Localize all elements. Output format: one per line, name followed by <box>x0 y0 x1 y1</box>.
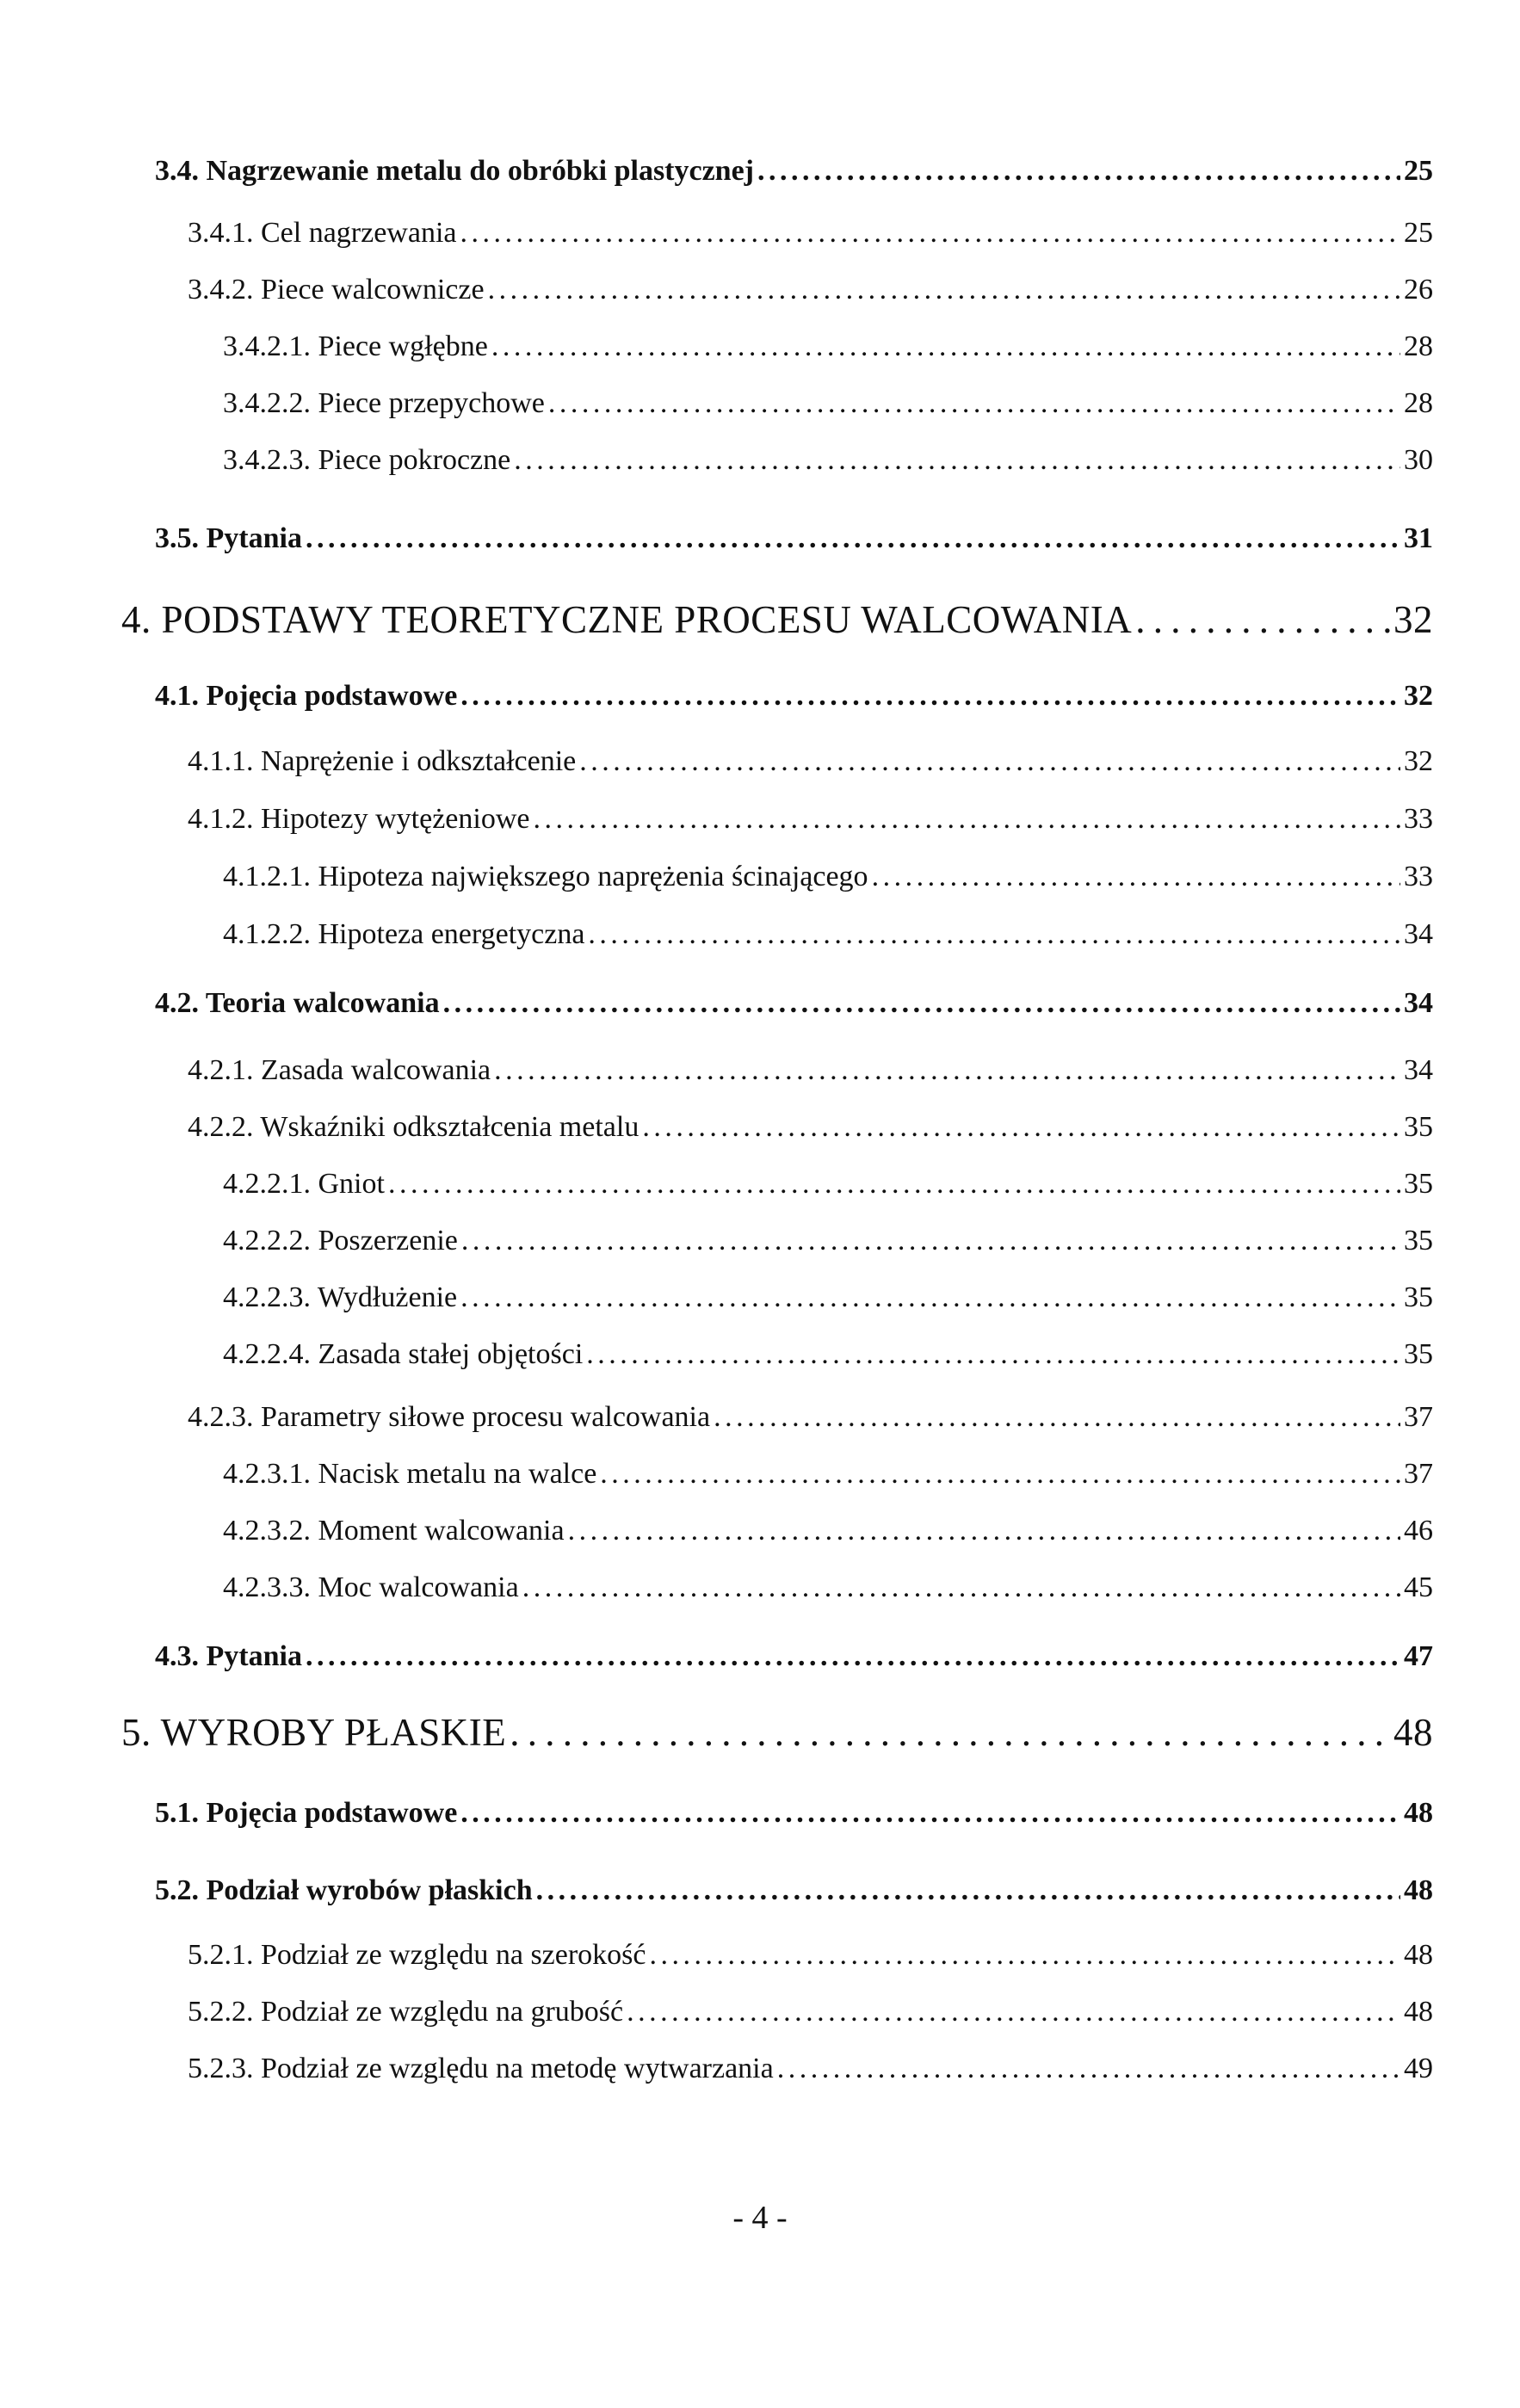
toc-leader-dots <box>627 1996 1400 2028</box>
toc-entry-label: 3.4.2. Piece walcownicze <box>188 274 485 306</box>
toc-leader-dots <box>522 1571 1400 1604</box>
toc-entry[interactable] <box>188 1111 1433 1144</box>
toc-entry-label: 5.2. Podział wyrobów płaskich <box>155 1874 533 1906</box>
toc-entry-label: 4.2.3.2. Moment walcowania <box>223 1515 565 1547</box>
toc-entry-label: 3.4.2.1. Piece wgłębne <box>223 330 488 362</box>
toc-entry[interactable] <box>188 1996 1433 2028</box>
toc-leader-dots <box>443 987 1400 1020</box>
toc-entry[interactable] <box>223 1458 1433 1491</box>
toc-entry[interactable] <box>188 1401 1433 1434</box>
toc-entry[interactable] <box>188 1054 1433 1087</box>
toc-entry-label: 5. WYROBY PŁASKIE <box>121 1711 507 1754</box>
toc-leader-dots <box>491 330 1400 363</box>
toc-page-number: 37 <box>1404 1401 1433 1433</box>
toc-leader-dots <box>536 1874 1400 1907</box>
toc-entry-label: 4.1.2.1. Hipoteza największego naprężenia ścinającego <box>223 861 868 892</box>
toc-leader-dots <box>494 1054 1400 1087</box>
toc-entry[interactable] <box>223 1168 1433 1201</box>
toc-chapter-entry[interactable] <box>121 597 1433 642</box>
toc-page-number: 47 <box>1404 1640 1433 1672</box>
toc-entry[interactable] <box>223 330 1433 363</box>
toc-page-number: 32 <box>1404 680 1433 712</box>
toc-entry-label: 3.4.2.3. Piece pokroczne <box>223 444 511 476</box>
toc-leader-dots <box>388 1168 1400 1201</box>
toc-entry[interactable] <box>188 745 1433 778</box>
toc-entry[interactable] <box>155 522 1433 555</box>
toc-entry[interactable] <box>155 680 1433 713</box>
toc-entry-label: 4.2.2. Wskaźniki odkształcenia metalu <box>188 1111 640 1143</box>
toc-page-number: 30 <box>1404 444 1433 476</box>
toc-leader-dots <box>588 918 1400 951</box>
toc-leader-dots <box>579 745 1400 778</box>
toc-entry-label: 4.2.3.1. Nacisk metalu na walce <box>223 1458 597 1490</box>
toc-entry-label: 4.1. Pojęcia podstawowe <box>155 680 458 712</box>
toc-page-number: 26 <box>1404 274 1433 306</box>
toc-entry[interactable] <box>155 1640 1433 1673</box>
toc-entry[interactable] <box>155 155 1433 188</box>
toc-page-number: 28 <box>1404 330 1433 362</box>
toc-leader-dots <box>460 217 1401 250</box>
toc-entry[interactable] <box>155 1797 1433 1830</box>
toc-entry-label: 4.2.2.4. Zasada stałej objętości <box>223 1338 584 1370</box>
toc-leader-dots <box>510 1710 1390 1755</box>
toc-entry-label: 4.3. Pytania <box>155 1640 302 1672</box>
toc-page-number: 25 <box>1404 155 1433 187</box>
toc-page-number: 35 <box>1404 1111 1433 1143</box>
toc-page-number: 33 <box>1404 861 1433 892</box>
toc-entry-label: 4.2.2.1. Gniot <box>223 1168 385 1200</box>
toc-entry[interactable] <box>223 918 1433 951</box>
toc-page-number: 25 <box>1404 217 1433 249</box>
toc-page-number: 35 <box>1404 1168 1433 1200</box>
toc-entry-label: 3.5. Pytania <box>155 522 302 554</box>
toc-entry-label: 5.2.2. Podział ze względu na grubość <box>188 1996 624 2028</box>
toc-leader-dots <box>306 522 1400 555</box>
toc-entry-label: 4.2.3.3. Moc walcowania <box>223 1571 519 1603</box>
toc-leader-dots <box>757 155 1400 188</box>
toc-leader-dots <box>650 1939 1401 1972</box>
toc-page-number: 34 <box>1404 1054 1433 1086</box>
toc-entry-label: 3.4.2.2. Piece przepychowe <box>223 387 545 419</box>
toc-entry[interactable] <box>188 2053 1433 2085</box>
page-number-footer: - 4 - <box>732 2200 788 2236</box>
toc-leader-dots <box>306 1640 1400 1673</box>
toc-leader-dots <box>586 1338 1400 1371</box>
toc-entry[interactable] <box>223 1571 1433 1604</box>
toc-entry[interactable] <box>223 861 1433 893</box>
toc-entry-label: 5.1. Pojęcia podstawowe <box>155 1797 458 1829</box>
toc-page-number: 46 <box>1404 1515 1433 1547</box>
toc-entry[interactable] <box>155 1874 1433 1907</box>
toc-leader-dots <box>514 444 1400 477</box>
toc-entry[interactable] <box>223 1515 1433 1547</box>
toc-entry[interactable] <box>223 387 1433 420</box>
toc-page-number: 48 <box>1404 1939 1433 1971</box>
toc-page-number: 35 <box>1404 1281 1433 1313</box>
toc-leader-dots <box>460 1281 1400 1314</box>
toc-entry-label: 3.4. Nagrzewanie metalu do obróbki plastycznej <box>155 155 755 187</box>
toc-entry-label: 4.2.2.2. Poszerzenie <box>223 1225 458 1256</box>
toc-entry-label: 4. PODSTAWY TEORETYCZNE PROCESU WALCOWANIA <box>121 598 1133 641</box>
toc-entry-label: 3.4.1. Cel nagrzewania <box>188 217 457 249</box>
toc-leader-dots <box>460 1797 1400 1830</box>
toc-leader-dots <box>568 1515 1400 1547</box>
toc-page-number: 32 <box>1404 745 1433 777</box>
toc-page-number: 35 <box>1404 1338 1433 1370</box>
toc-entry-label: 4.2. Teoria walcowania <box>155 987 440 1019</box>
toc-entry[interactable] <box>188 274 1433 306</box>
toc-entry-label: 4.1.1. Naprężenie i odkształcenie <box>188 745 577 777</box>
toc-leader-dots <box>1135 597 1390 642</box>
toc-leader-dots <box>548 387 1400 420</box>
toc-leader-dots <box>714 1401 1400 1434</box>
toc-entry[interactable] <box>223 1281 1433 1314</box>
toc-entry[interactable] <box>188 217 1433 250</box>
toc-page-number: 45 <box>1404 1571 1433 1603</box>
toc-leader-dots <box>461 1225 1400 1257</box>
toc-page-number: 35 <box>1404 1225 1433 1256</box>
toc-page-number: 28 <box>1404 387 1433 419</box>
toc-page-number: 33 <box>1404 803 1433 835</box>
toc-page-number: 31 <box>1404 522 1433 554</box>
toc-page-number: 34 <box>1404 918 1433 950</box>
toc-page-number: 48 <box>1393 1711 1433 1754</box>
toc-entry[interactable] <box>223 444 1433 477</box>
toc-leader-dots <box>642 1111 1400 1144</box>
toc-page-number: 37 <box>1404 1458 1433 1490</box>
toc-entry-label: 4.2.3. Parametry siłowe procesu walcowania <box>188 1401 711 1433</box>
toc-chapter-entry[interactable] <box>121 1710 1433 1755</box>
toc-entry-label: 4.2.2.3. Wydłużenie <box>223 1281 458 1313</box>
toc-page-number: 48 <box>1404 1874 1433 1906</box>
toc-entry[interactable] <box>188 803 1433 836</box>
toc-entry-label: 5.2.3. Podział ze względu na metodę wytwarzania <box>188 2053 774 2084</box>
toc-entry[interactable] <box>223 1225 1433 1257</box>
toc-page-number: 32 <box>1393 598 1433 641</box>
toc-leader-dots <box>534 803 1401 836</box>
toc-entry-label: 5.2.1. Podział ze względu na szerokość <box>188 1939 646 1971</box>
toc-entry-label: 4.2.1. Zasada walcowania <box>188 1054 491 1086</box>
toc-entry-label: 4.1.2.2. Hipoteza energetyczna <box>223 918 585 950</box>
toc-page-number: 34 <box>1404 987 1433 1019</box>
toc-leader-dots <box>777 2053 1400 2085</box>
toc-page-number: 48 <box>1404 1797 1433 1829</box>
toc-entry-label: 4.1.2. Hipotezy wytężeniowe <box>188 803 530 835</box>
toc-leader-dots <box>488 274 1400 306</box>
toc-entry[interactable] <box>155 987 1433 1020</box>
toc-entry[interactable] <box>188 1939 1433 1972</box>
toc-page-number: 48 <box>1404 1996 1433 2028</box>
toc-entry[interactable] <box>223 1338 1433 1371</box>
toc-leader-dots <box>600 1458 1400 1491</box>
toc-page-number: 49 <box>1404 2053 1433 2084</box>
toc-leader-dots <box>872 861 1400 893</box>
toc-leader-dots <box>460 680 1400 713</box>
